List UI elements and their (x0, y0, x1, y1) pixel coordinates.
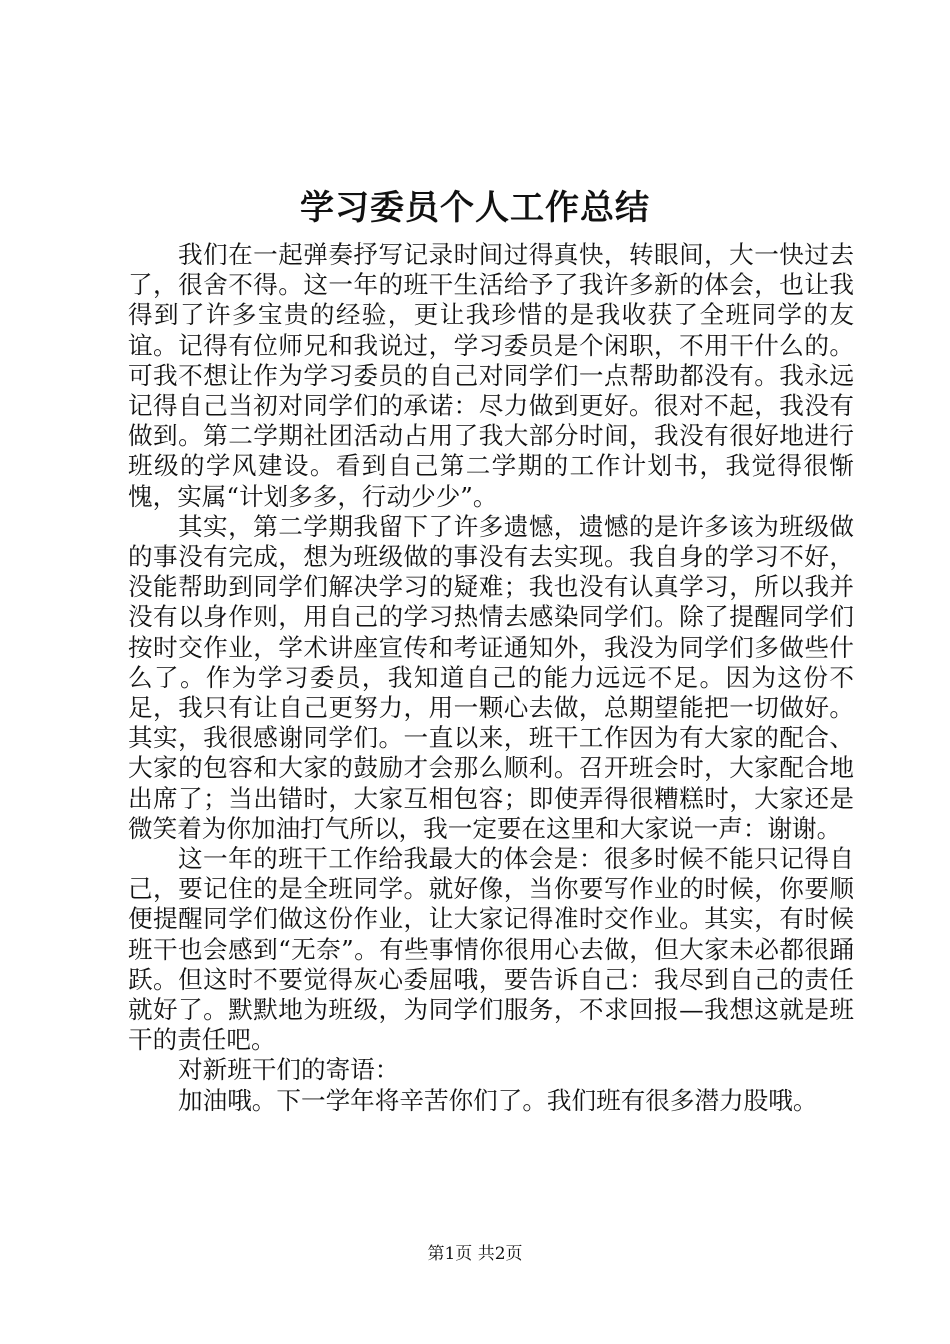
paragraph-3: 这一年的班干工作给我最大的体会是：很多时候不能只记得自己，要记住的是全班同学。就好像，当你要写作业的时候，你要顺便提醒同学们做这份作业，让大家记得准时交作业。其实，有时候班干也会感到“无奈”。有些事情你很用心去做，但大家未必都很踊跃。但这时不要觉得灰心委屈哦，要告诉自己：我尽到自己的责任就好了。默默地为班级，为同学们服务，不求回报—我想这就是班干的责任吧。 (128, 844, 854, 1055)
document-title: 学习委员个人工作总结 (300, 188, 650, 228)
paragraph-2: 其实，第二学期我留下了许多遗憾，遗憾的是许多该为班级做的事没有完成，想为班级做的事没有去实现。我自身的学习不好，没能帮助到同学们解决学习的疑难；我也没有认真学习，所以我并没有以身作则，用自己的学习热情去感染同学们。除了提醒同学们按时交作业，学术讲座宣传和考证通知外，我没为同学们多做些什么了。作为学习委员，我知道自己的能力远远不足。因为这份不足，我只有让自己更努力，用一颗心去做，总期望能把一切做好。其实，我很感谢同学们。一直以来，班干工作因为有大家的配合、大家的包容和大家的鼓励才会那么顺利。召开班会时，大家配合地出席了；当出错时，大家互相包容；即使弄得很糟糕时，大家还是微笑着为你加油打气所以，我一定要在这里和大家说一声：谢谢。 (128, 511, 854, 843)
page-number-footer: 第1页 共2页 (427, 1244, 523, 1264)
document-body (128, 240, 854, 1116)
paragraph-5: 加油哦。下一学年将辛苦你们了。我们班有很多潜力股哦。 (178, 1085, 818, 1115)
paragraph-1: 我们在一起弹奏抒写记录时间过得真快，转眼间，大一快过去了，很舍不得。这一年的班干生活给予了我许多新的体会，也让我得到了许多宝贵的经验，更让我珍惜的是我收获了全班同学的友谊。记得有位师兄和我说过，学习委员是个闲职，不用干什么的。可我不想让作为学习委员的自己对同学们一点帮助都没有。我永远记得自己当初对同学们的承诺：尽力做到更好。很对不起，我没有做到。第二学期社团活动占用了我大部分时间，我没有很好地进行班级的学风建设。看到自己第二学期的工作计划书，我觉得很惭愧，实属“计划多多，行动少少”。 (128, 240, 854, 511)
paragraph-4: 对新班干们的寄语： (178, 1055, 400, 1085)
